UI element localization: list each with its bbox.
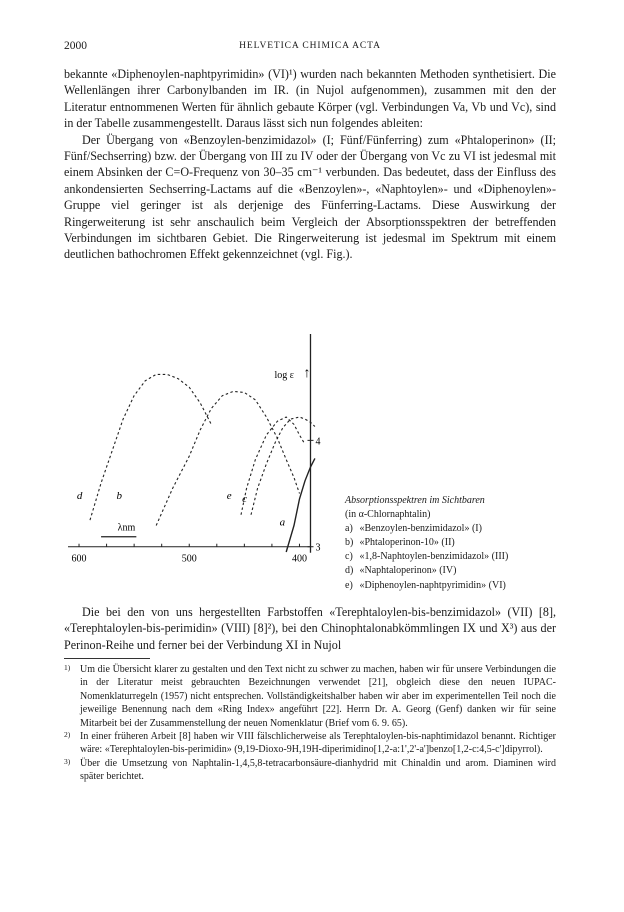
absorption-spectra-figure	[64, 324, 564, 592]
y-tick-label: 3	[315, 542, 321, 554]
journal-title: HELVETICA CHIMICA ACTA	[239, 41, 381, 51]
x-tick-label: 600	[71, 553, 87, 565]
footnote-mark: 2)	[64, 730, 71, 740]
legend-text: «1,8-Naphtoylen-benzimidazol» (III)	[357, 551, 509, 563]
x-axis-label: λnm	[117, 522, 136, 534]
y-axis-arrow: ↑	[303, 366, 311, 381]
paragraph-3: Die bei den von uns hergestellten Farbstoffen «Terephtaloylen-bis-benzimidazol» (VII) [8], «Terephtaloylen-bis-perimidin» (VIII) [8]²), bei den Chinophtalonabkömmlingen IX und X³) aus der Perinon-Reihe und ferner bei der Verbindung XI in Nujol	[64, 605, 556, 652]
footnote-mark: 3)	[64, 756, 71, 766]
legend-text: «Naphtaloperinon» (IV)	[357, 565, 457, 577]
page-header	[64, 40, 556, 56]
legend-entry	[345, 579, 567, 593]
caption-subtitle: (in α-Chlornaphtalin)	[345, 509, 431, 521]
legend-key: c)	[345, 551, 353, 563]
legend-entry	[345, 536, 567, 550]
legend-entry	[345, 564, 567, 578]
legend-text: «Diphenoylen-naphtpyrimidin» (VI)	[357, 579, 506, 591]
curve-label-c: c	[242, 493, 248, 506]
legend-key: e)	[345, 579, 353, 591]
body-text-bottom	[64, 604, 556, 653]
footnote-mark: 1)	[64, 663, 71, 672]
curve-b	[156, 391, 299, 525]
body-text-top	[64, 66, 556, 263]
legend-key: b)	[345, 537, 354, 549]
footnote	[64, 757, 556, 784]
curve-c	[251, 417, 315, 515]
legend-text: «Benzoylen-benzimidazol» (I)	[357, 523, 482, 535]
curve-label-d: d	[76, 489, 83, 502]
legend-key: a)	[345, 523, 353, 535]
curve-e	[241, 417, 304, 515]
page-number: 2000	[64, 40, 87, 52]
footnote-rule	[64, 658, 150, 659]
footnote	[64, 663, 556, 730]
curve-label-b: b	[116, 489, 122, 502]
paragraph-1: bekannte «Diphenoylen-naphtpyrimidin» (VI)¹) wurden nach bekannten Methoden synthetisiert. Die Wellenlängen ihrer Carbonylbanden im IR. (in Nujol aufgenommen), zusammen mit den der Literatur entnommenen Werten für ähnlich gebaute Körper (vgl. Verbindungen Va, Vb und Vc), sind in der Tabelle zusammengestellt. Daraus lässt sich nun folgendes ableiten:	[64, 67, 556, 131]
y-axis-label: log ε	[274, 370, 294, 381]
footnote-text: Um die Übersicht klarer zu gestalten und den Text nicht zu schwer zu machen, haben wir für unsere Verbindungen die in der Literatur meist gebrauchten Bezeichnungen verwendet [21], obgleich diese den neuen IUPAC-Nomenklaturregeln (1957) nicht entsprechen. Vollständigkeitshalber haben wir aber im experimentellen Teil noch die jeweilige Benennung nach dem «Ring Index» angeführt [22]. Herrn Dr. A. Georg (Genf) danken wir für seine Mitarbeit bei der Zusammenstellung der neuen Nomenklatur (Brief vom 6. 9. 65).	[80, 664, 556, 729]
caption-title: Absorptionsspektren im Sichtbaren	[345, 495, 485, 506]
legend-list	[345, 522, 567, 592]
footnote-text: Über die Umsetzung von Naphtalin-1,4,5,8-tetracarbonsäure-dianhydrid mit Chinaldin und arom. Diaminen wird später berichtet.	[80, 757, 556, 783]
x-tick-label: 400	[291, 553, 307, 565]
figure-caption	[345, 494, 567, 593]
footnote	[64, 730, 556, 757]
legend-entry	[345, 522, 567, 536]
curve-label-a: a	[279, 516, 286, 529]
x-tick-label: 500	[181, 553, 197, 565]
curve-label-e: e	[226, 489, 232, 502]
legend-key: d)	[345, 565, 354, 577]
footnotes	[64, 663, 556, 784]
paragraph-2: Der Übergang von «Benzoylen-benzimidazol» (I; Fünf/Fünferring) zum «Phtaloperinon» (II; Fünf/Sechserring) bzw. der Übergang von III zu IV oder der Übergang von Vc zu VI ist jedesmal mit einem Absinken der C=O-Frequenz von 30–35 cm⁻¹ verbunden. Das bedeutet, dass der Einfluss des ankondensierten Sechserring-Lactams auf die «Benzoylen»-, «Naphtoylen»- und «Diphenoylen»-Gruppe viel geringer ist als derjenige des Fünferring-Lactams. Diese Auswirkung der Ringerweiterung ist sehr anschaulich beim Vergleich der Absorptionsspektren der betreffenden Verbindungen im sichtbaren Gebiet. Die Ringerweiterung ist jedesmal im Spektrum mit einem deutlichen bathochromen Effekt gekennzeichnet (vgl. Fig.).	[64, 132, 556, 262]
legend-text: «Phtaloperinon-10» (II)	[357, 537, 455, 549]
y-tick-label: 4	[315, 436, 321, 448]
legend-entry	[345, 550, 567, 564]
footnote-text: In einer früheren Arbeit [8] haben wir VIII fälschlicherweise als Terephtaloylen-bis-naphtimidazol benannt. Richtiger wäre: «Terephtaloylen-bis-perimidin» (9,19-Dioxo-9H,19H-diperimidino[1,2-a:1',2'-a']benzo[1,2-c:4,5-c']dipyrrol).	[80, 731, 556, 756]
